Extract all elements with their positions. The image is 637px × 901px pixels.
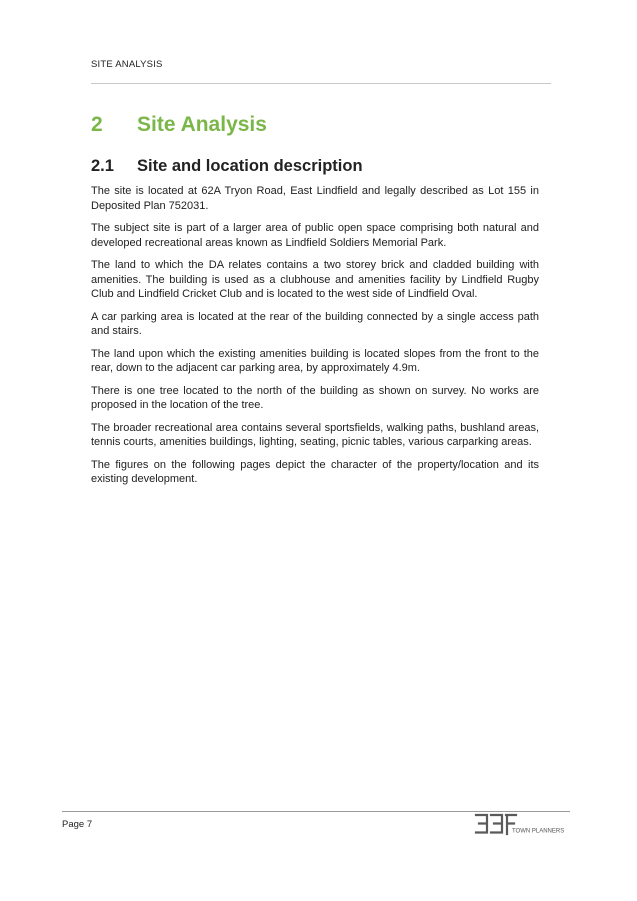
logo-mark-33f [476, 815, 516, 834]
paragraph: The figures on the following pages depict the character of the property/location and its existing development. [91, 458, 539, 485]
paragraph: The subject site is part of a larger area of public open space comprising both natural and developed recreational areas known as Lindfield Soldiers Memorial Park. [91, 222, 539, 249]
header-divider [91, 83, 551, 84]
paragraph: The broader recreational area contains several sportsfields, walking paths, bushland areas, tennis courts, amenities buildings, lighting, seating, picnic tables, various carparking areas. [91, 421, 539, 448]
paragraph: A car parking area is located at the rear of the building connected by a single access path and stairs. [91, 310, 539, 337]
logo-text: TOWN PLANNERS [512, 828, 565, 835]
chapter-number: 2 [91, 113, 103, 136]
chapter-heading [91, 113, 267, 137]
section-heading [91, 157, 363, 176]
paragraph: There is one tree located to the north of the building as shown on survey. No works are proposed in the location of the tree. [91, 384, 539, 411]
paragraph: The land upon which the existing amenities building is located slopes from the front to the rear, down to the adjacent car parking area, by approximately 4.9m. [91, 347, 539, 374]
chapter-title: Site Analysis [137, 113, 267, 136]
body-text [91, 184, 539, 495]
section-title: Site and location description [137, 157, 363, 175]
paragraph: The site is located at 62A Tryon Road, East Lindfield and legally described as Lot 155 in Deposited Plan 752031. [91, 185, 539, 212]
section-number: 2.1 [91, 157, 114, 175]
company-logo [474, 812, 574, 836]
paragraph: The land to which the DA relates contains a two storey brick and cladded building with amenities. The building is used as a clubhouse and amenities facility by Lindfield Rugby Club and Lindfield Cricket Club and is located to the west side of Lindfield Oval. [91, 259, 539, 300]
running-header: SITE ANALYSIS [91, 59, 163, 70]
page-number: Page 7 [62, 819, 93, 830]
